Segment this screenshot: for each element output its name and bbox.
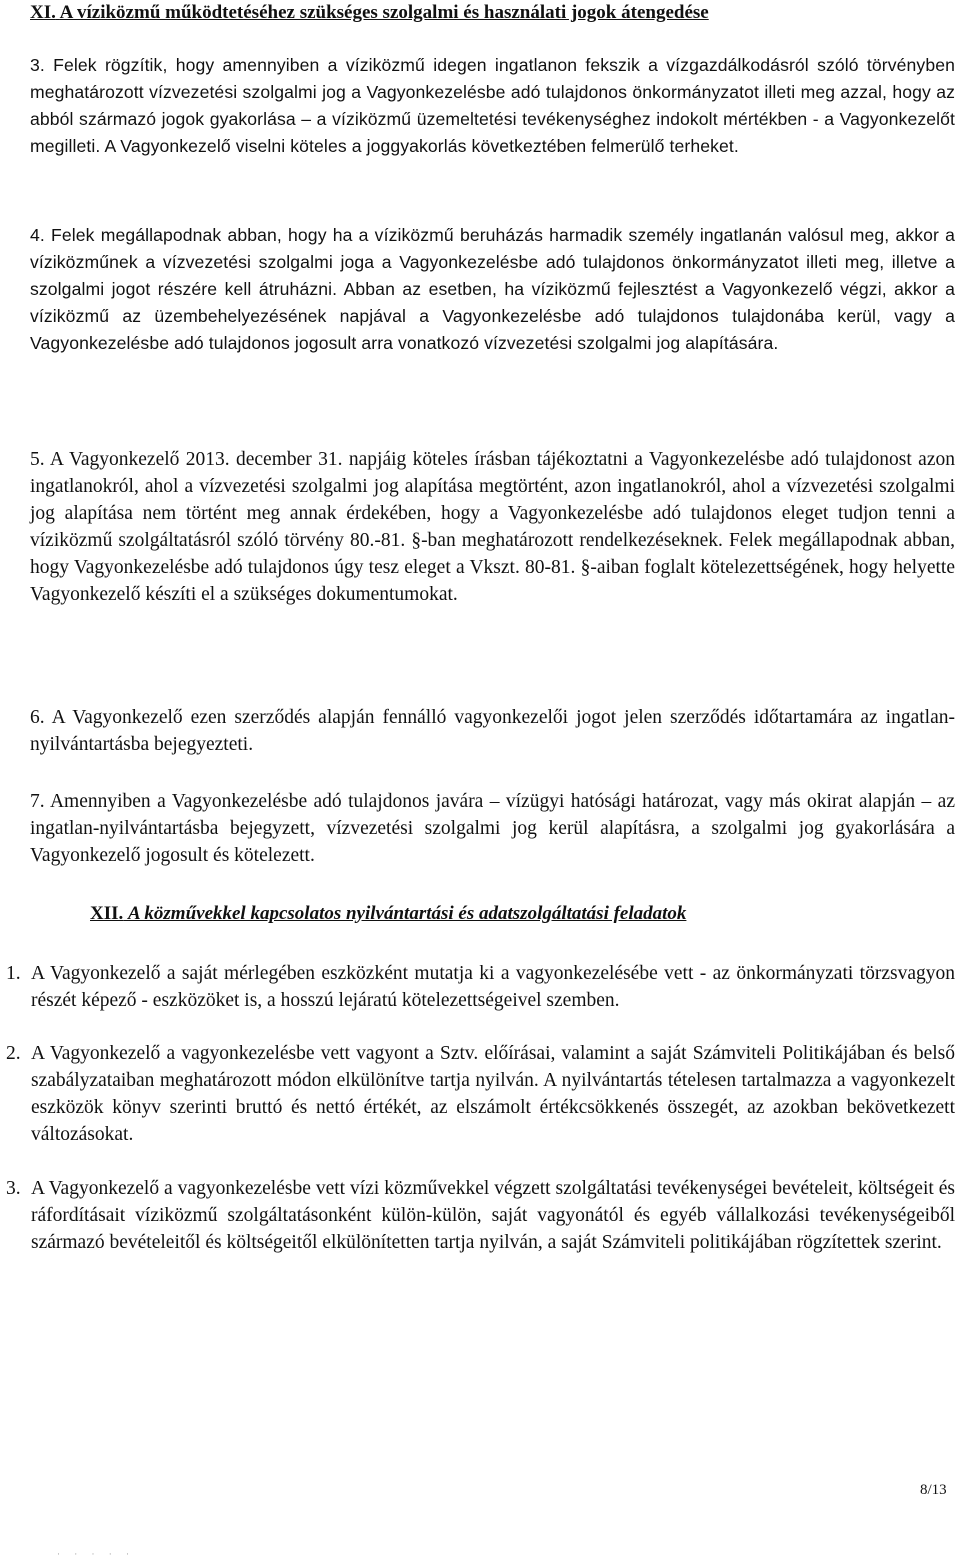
section-title: A víziközmű működtetéséhez szükséges szolgalmi és használati jogok átengedése bbox=[59, 2, 709, 23]
paragraph-number: 4. bbox=[30, 225, 45, 245]
paragraph-text: Felek rögzítik, hogy amennyiben a víziközmű idegen ingatlanon fekszik a vízgazdálkodásról szóló törvényben meghatározott vízvezetési szolgalmi jog a Vagyonkezelésbe adó tulajdonos önkormányzatot illeti meg azzal, hogy az abból származó jogok gyakorlása – a víziközmű üzemeltetési tevékenységhez indokolt mértékben - a Vagyonkezelőt megilleti. A Vagyonkezelő viselni köteles a joggyakorlás következtében felmerülő terheket. bbox=[30, 55, 955, 156]
paragraph-number: 5. bbox=[30, 449, 45, 470]
paragraph-5 bbox=[30, 446, 955, 608]
list-item bbox=[6, 1040, 955, 1148]
paragraph-6 bbox=[30, 704, 955, 758]
paragraph-7 bbox=[30, 788, 955, 869]
list-item-text: A Vagyonkezelő a saját mérlegében eszközként mutatja ki a vagyonkezelésébe vett - az önkormányzati törzsvagyon részét képező - eszközöket is, a hosszú lejáratú kötelezettségeivel szemben. bbox=[31, 963, 955, 1011]
list-item-number: 2. bbox=[6, 1043, 21, 1064]
list-item-number: 3. bbox=[6, 1178, 21, 1199]
paragraph-number: 3. bbox=[30, 55, 45, 75]
section-title: A közművekkel kapcsolatos nyilvántartási és adatszolgáltatási feladatok bbox=[128, 903, 687, 924]
paragraph-text: A Vagyonkezelő 2013. december 31. napjáig köteles írásban tájékoztatni a Vagyonkezelésbe adó tulajdonost azon ingatlanokról, ahol a vízvezetési szolgalmi jog alapítása megtörtént, azon ingatlanokról, ahol a vízvezetési szolgalmi jog alapítása nem történt meg annak érdekében, hogy a Vagyonkezelésbe adó tulajdonos eleget tudjon tenni a víziközmű szolgáltatásról szóló törvény 80.-81. §-ban meghatározott rendelkezéseknek. Felek megállapodnak abban, hogy Vagyonkezelésbe adó tulajdonos úgy tesz eleget a Vkszt. 80-81. §-aiban foglalt kötelezettségének, hogy helyette Vagyonkezelő készíti el a szükséges dokumentumokat. bbox=[30, 449, 955, 605]
list-item-text: A Vagyonkezelő a vagyonkezelésbe vett vagyont a Sztv. előírásai, valamint a saját Számviteli Politikájában és belső szabályzataiban meghatározott módon elkülönítve tartja nyilván. A nyilvántartás tételesen tartalmazza a vagyonkezelt eszközök könyv szerinti bruttó és nettó értékét, az elszámolt értékcsökkenés összegét, az azokban bekövetkezett változásokat. bbox=[31, 1043, 955, 1145]
list-item-text: A Vagyonkezelő a vagyonkezelésbe vett vízi közművekkel végzett szolgáltatási tevékenységei bevételeit, költségeit és ráfordításait víziközmű szolgáltatásonként külön-külön, saját vagyonától és egyéb vállalkozási tevékenységeiből származó bevételeitől és költségeitől elkülönítetten tartja nyilván, a saját Számviteli politikájában rögzítettek szerint. bbox=[31, 1178, 955, 1253]
page-number: 8/13 bbox=[920, 1482, 947, 1498]
section-heading-xii bbox=[90, 903, 686, 925]
section-heading-xi bbox=[30, 2, 709, 24]
list-item-number: 1. bbox=[6, 963, 21, 984]
list-item bbox=[6, 960, 955, 1014]
paragraph-4 bbox=[30, 222, 955, 357]
section-xii-list bbox=[6, 960, 955, 1256]
section-number: XII. bbox=[90, 903, 124, 924]
paragraph-number: 6. bbox=[30, 707, 45, 728]
paragraph-text: A Vagyonkezelő ezen szerződés alapján fennálló vagyonkezelői jogot jelen szerződés időtartamára az ingatlan-nyilvántartásba bejegyezteti. bbox=[30, 707, 955, 755]
paragraph-number: 7. bbox=[30, 791, 45, 812]
section-number: XI. bbox=[30, 2, 56, 23]
list-item bbox=[6, 1175, 955, 1256]
footer-scan-marks: · · · · · bbox=[57, 1549, 135, 1559]
paragraph-text: Amennyiben a Vagyonkezelésbe adó tulajdonos javára – vízügyi hatósági határozat, vagy más okirat alapján – az ingatlan-nyilvántartásba bejegyzett, vízvezetési szolgalmi jog kerül alapításra, a szolgalmi jog gyakorlására a Vagyonkezelő jogosult és kötelezett. bbox=[30, 791, 955, 866]
paragraph-3 bbox=[30, 52, 955, 160]
paragraph-text: Felek megállapodnak abban, hogy ha a víziközmű beruházás harmadik személy ingatlanán valósul meg, akkor a víziközműnek a vízvezetési szolgalmi joga a Vagyonkezelésbe adó tulajdonos önkormányzatot illeti meg, illetve a szolgalmi jogot részére kell átruházni. Abban az esetben, ha víziközmű fejlesztést a Vagyonkezelő végzi, akkor a víziközmű az üzembehelyezésének napjával a Vagyonkezelésbe adó tulajdonos tulajdonába kerül, vagy a Vagyonkezelésbe adó tulajdonos jogosult arra vonatkozó vízvezetési szolgalmi jog alapítására. bbox=[30, 225, 955, 353]
